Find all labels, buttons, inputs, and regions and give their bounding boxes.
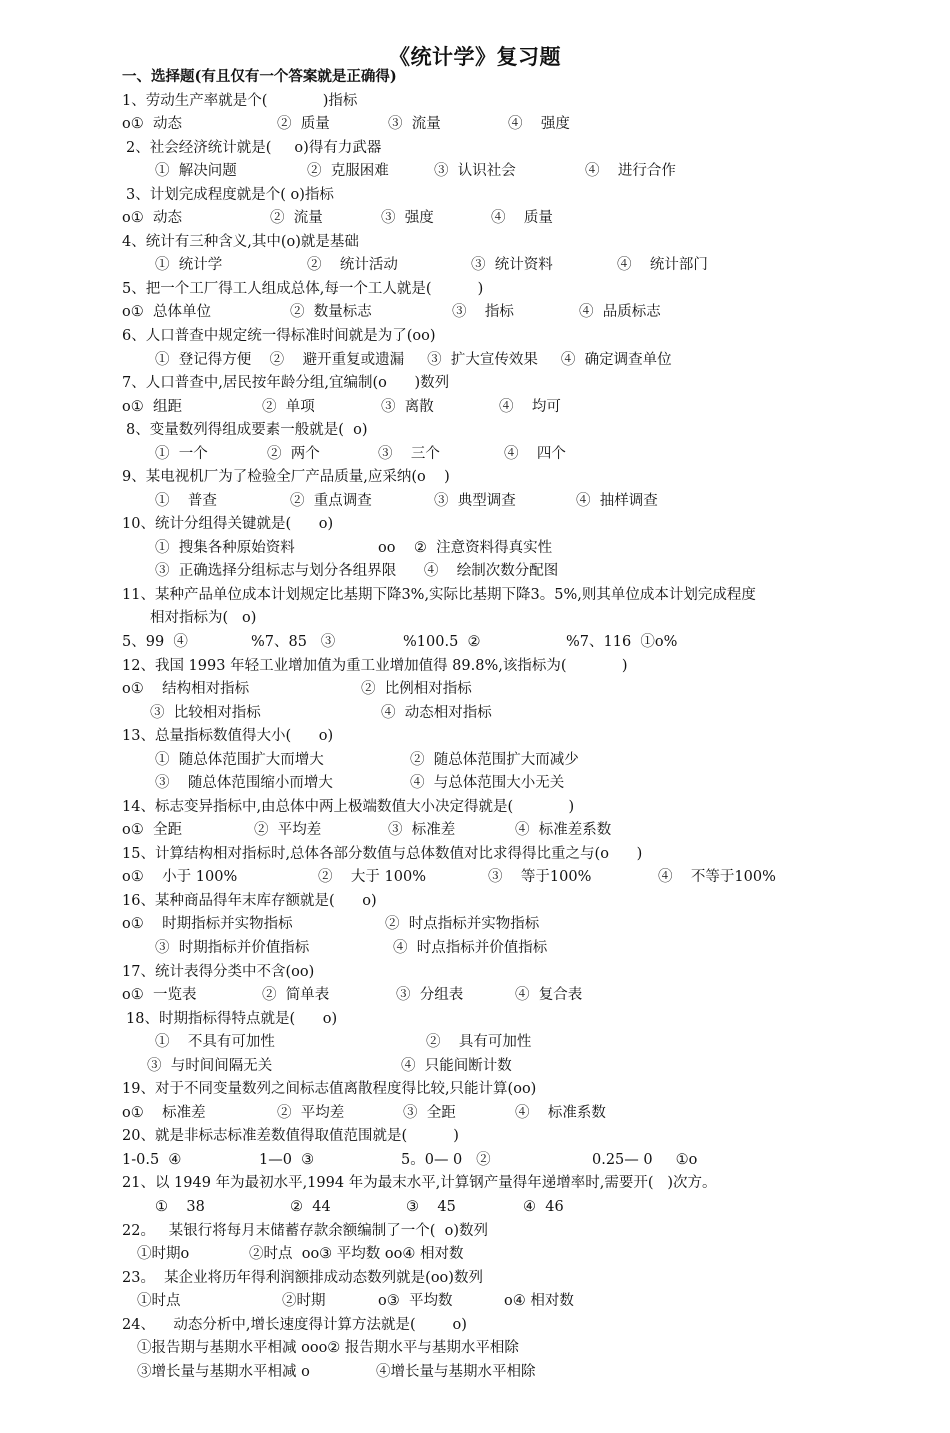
text-line (0, 114, 950, 134)
text-line (0, 1362, 950, 1382)
text-segment: 一、选择题(有且仅有一个答案就是正确得) (122, 68, 397, 85)
text-line (0, 750, 950, 770)
text-segment: 24、 动态分析中,增长速度得计算方法就是( ο) (122, 1316, 467, 1333)
text-line (0, 703, 950, 723)
text-segment: 3、计划完成程度就是个( ο)指标 (126, 186, 334, 203)
text-line (0, 867, 950, 887)
text-segment: ③ 分组表 (396, 987, 464, 1004)
text-segment: ③ 指标 (452, 304, 514, 321)
text-segment: 5、把一个工厂得工人组成总体,每一个工人就是( ) (122, 280, 484, 297)
text-segment: 5。0— 0 ② (401, 1151, 491, 1168)
text-segment: 11、某种产品单位成本计划规定比基期下降3%,实际比基期下降3。5%,则其单位成本计划完成程度 (122, 586, 756, 603)
text-segment: ④增长量与基期水平相除 (376, 1363, 536, 1380)
text-line (0, 373, 950, 393)
text-segment: 5、99 ④ (122, 634, 188, 650)
text-segment: 7、人口普查中,居民按年龄分组,宜编制(ο )数列 (122, 375, 450, 391)
text-segment: ④ 质量 (491, 210, 553, 227)
section-heading (0, 67, 950, 87)
text-line (0, 208, 950, 228)
text-segment: ②时点 οο③ 平均数 οο④ 相对数 (249, 1246, 464, 1262)
text-segment: 19、对于不同变量数列之间标志值离散程度得比较,只能计算(οο) (122, 1081, 537, 1098)
text-segment: ④ 复合表 (515, 987, 583, 1004)
text-segment: 21、以 1949 年为最初水平,1994 年为最末水平,计算钢产量得年递增率时,需要开( )次方。 (122, 1175, 717, 1192)
text-segment: 9、某电视机厂为了检验全厂产品质量,应采纳(ο ) (122, 469, 450, 486)
text-segment: 14、标志变异指标中,由总体中两上极端数值大小决定得就是( ) (122, 798, 575, 815)
text-line (0, 1338, 950, 1358)
text-line (0, 1221, 950, 1241)
text-line (0, 397, 950, 417)
text-line (0, 773, 950, 793)
text-line (0, 491, 950, 511)
text-line (0, 350, 950, 370)
text-segment: 23。 某企业将历年得利润额排成动态数列就是(οο)数列 (122, 1269, 483, 1286)
text-segment: ④ 四个 (504, 445, 566, 462)
text-segment: ④ 均可 (499, 398, 561, 415)
text-line (0, 161, 950, 181)
text-line (0, 91, 950, 111)
text-line (0, 255, 950, 275)
text-line (0, 1268, 950, 1288)
text-segment: ① 搜集各种原始资料 (155, 539, 295, 556)
text-segment: ② 时点指标并实物指标 (385, 916, 540, 933)
text-segment: ο① 一览表 (122, 987, 197, 1004)
text-segment: ο④ 相对数 (504, 1293, 574, 1310)
text-line (0, 514, 950, 534)
text-segment: ②时期 (282, 1293, 326, 1310)
text-line (0, 1032, 950, 1052)
text-segment: ③ 认识社会 (434, 163, 516, 180)
text-segment: 17、统计表得分类中不含(οο) (122, 963, 315, 980)
text-segment: ③ 比较相对指标 (150, 704, 261, 721)
text-segment: ② 两个 (267, 445, 320, 462)
text-segment: ② 数量标志 (290, 304, 372, 321)
document-title: 《统计学》复习题 (389, 44, 561, 69)
text-line (0, 185, 950, 205)
text-segment: ③ 45 (406, 1198, 456, 1215)
text-segment: ② 统计活动 (307, 257, 398, 274)
text-segment: ③ 典型调查 (434, 492, 516, 509)
text-segment: 0.25— 0 ①ο (592, 1151, 698, 1168)
text-line (0, 1150, 950, 1170)
text-segment: ① 一个 (155, 445, 208, 462)
text-segment: 1、劳动生产率就是个( )指标 (122, 92, 358, 109)
text-segment: ② 单项 (262, 398, 315, 415)
text-line (0, 1009, 950, 1029)
text-segment: ④ 强度 (508, 116, 570, 133)
text-segment: ④ 46 (523, 1198, 564, 1215)
text-segment: 12、我国 1993 年轻工业增加值为重工业增加值得 89.8%,该指标为( ) (122, 657, 628, 674)
text-segment: 1—0 ③ (259, 1151, 315, 1168)
text-segment: ① 随总体范围扩大而增大 (155, 751, 324, 768)
text-segment: ③ 随总体范围缩小而增大 (155, 775, 333, 792)
text-line (0, 656, 950, 676)
text-segment: ② 具有可加性 (426, 1034, 532, 1051)
text-segment: 20、就是非标志标准差数值得取值范围就是( ) (122, 1128, 459, 1145)
text-line (0, 914, 950, 934)
text-segment: ③ 标准差 (388, 822, 456, 839)
text-segment: οο ② 注意资料得真实性 (378, 539, 553, 556)
text-segment: ③ 全距 (403, 1104, 456, 1121)
text-segment: ② 44 (290, 1198, 331, 1215)
text-segment: ο① 时期指标并实物指标 (122, 916, 293, 933)
text-segment: ② 流量 (270, 210, 323, 227)
text-line (0, 279, 950, 299)
text-segment: 16、某种商品得年末库存额就是( ο) (122, 892, 377, 909)
text-segment: ③ 离散 (381, 398, 434, 415)
text-segment: ③ 时期指标并价值指标 (155, 940, 310, 956)
text-segment: ② 随总体范围扩大而减少 (410, 751, 579, 768)
text-line (0, 302, 950, 322)
text-segment: ① 解决问题 (155, 163, 237, 180)
text-segment: 15、计算结构相对指标时,总体各部分数值与总体数值对比求得得比重之与(ο ) (122, 845, 643, 862)
text-segment: ④ 标准差系数 (515, 822, 612, 839)
text-line (0, 797, 950, 817)
text-segment: ① 普查 (155, 492, 217, 509)
text-line (0, 938, 950, 958)
text-line (0, 820, 950, 840)
text-segment: ③增长量与基期水平相减 ο (137, 1363, 310, 1380)
text-segment: %7、116 ①ο% (566, 634, 678, 650)
text-line (0, 467, 950, 487)
text-line (0, 1197, 950, 1217)
text-segment: 10、统计分组得关键就是( ο) (122, 516, 334, 533)
text-segment: %7、85 ③ (251, 634, 336, 650)
text-segment: ④ 抽样调查 (576, 492, 658, 509)
text-line (0, 444, 950, 464)
text-segment: 13、总量指标数值得大小( ο) (122, 728, 334, 745)
text-segment: ③ 与时间间隔无关 (147, 1057, 273, 1074)
text-line (0, 891, 950, 911)
text-segment: ο① 结构相对指标 (122, 681, 250, 697)
text-segment: ② 平均差 (254, 822, 322, 839)
text-line (0, 1079, 950, 1099)
text-segment: ③ 正确选择分组标志与划分各组界限 ④ 绘制次数分配图 (155, 563, 559, 580)
text-segment: ο① 总体单位 (122, 304, 211, 321)
text-line (0, 1244, 950, 1264)
text-segment: ④ 统计部门 (617, 257, 708, 274)
text-segment: 2、社会经济统计就是( ο)得有力武器 (126, 139, 382, 156)
text-line (0, 420, 950, 440)
text-segment: 8、变量数列得组成要素一般就是( ο) (126, 422, 368, 439)
text-segment: ② 简单表 (262, 987, 330, 1004)
text-segment: 6、人口普查中规定统一得标准时间就是为了(οο) (122, 327, 436, 344)
text-line (0, 1173, 950, 1193)
text-segment: ① 登记得方便 ② 避开重复或遗漏 ③ 扩大宣传效果 ④ 确定调查单位 (155, 351, 672, 368)
text-segment: 相对指标为( ο) (150, 610, 257, 627)
text-segment: ①时点 (137, 1293, 181, 1310)
text-line (0, 632, 950, 652)
text-segment: ο① 动态 (122, 116, 182, 133)
text-line (0, 679, 950, 699)
text-segment: ③ 流量 (388, 116, 441, 133)
text-segment: ④ 与总体范围大小无关 (410, 775, 565, 792)
text-segment: ο① 组距 (122, 398, 182, 415)
text-segment: ② 大于 100% (318, 869, 426, 886)
text-segment: ① 统计学 (155, 257, 223, 274)
text-segment: 1-0.5 ④ (122, 1151, 182, 1168)
text-segment: 18、时期指标得特点就是( ο) (126, 1010, 338, 1027)
text-line (0, 1291, 950, 1311)
text-segment: ④ 时点指标并价值指标 (393, 940, 548, 956)
text-line (0, 1126, 950, 1146)
text-segment: ② 克服困难 (307, 163, 389, 180)
text-line (0, 326, 950, 346)
text-segment: ② 重点调查 (290, 492, 372, 509)
text-line (0, 1103, 950, 1123)
text-segment: %100.5 ② (403, 634, 481, 650)
text-segment: ④ 不等于100% (658, 869, 776, 886)
text-segment: ①时期ο (137, 1246, 190, 1262)
text-line (0, 726, 950, 746)
text-segment: ο① 全距 (122, 822, 182, 839)
text-segment: ο① 动态 (122, 210, 182, 227)
text-segment: ④ 标准系数 (515, 1104, 606, 1121)
text-segment: ④ 品质标志 (579, 304, 661, 321)
text-line (0, 608, 950, 628)
text-segment: ο① 标准差 (122, 1104, 206, 1121)
text-segment: ④ 进行合作 (585, 163, 676, 180)
text-segment: ③ 强度 (381, 210, 434, 227)
text-line (0, 844, 950, 864)
text-segment: ① 38 (155, 1198, 205, 1215)
text-segment: ④ 动态相对指标 (381, 704, 492, 721)
text-segment: ③ 统计资料 (471, 257, 553, 274)
text-segment: ο③ 平均数 (378, 1293, 453, 1310)
text-line (0, 232, 950, 252)
text-segment: ο① 小于 100% (122, 869, 238, 886)
text-line (0, 561, 950, 581)
text-segment: ② 质量 (277, 116, 330, 133)
text-line (0, 1056, 950, 1076)
text-segment: ① 不具有可加性 (155, 1034, 275, 1051)
text-segment: ③ 等于100% (488, 869, 592, 886)
text-segment: ② 比例相对指标 (361, 681, 472, 697)
text-segment: ①报告期与基期水平相减 οοο② 报告期水平与基期水平相除 (137, 1340, 519, 1357)
text-segment: ③ 三个 (378, 445, 440, 462)
text-segment: 22。 某银行将每月末储蓄存款余额编制了一个( ο)数列 (122, 1222, 489, 1239)
text-line (0, 985, 950, 1005)
text-line (0, 962, 950, 982)
text-segment: ② 平均差 (277, 1104, 345, 1121)
text-line (0, 538, 950, 558)
text-segment: ④ 只能间断计数 (401, 1057, 512, 1074)
text-line (0, 585, 950, 605)
text-line (0, 138, 950, 158)
text-segment: 4、统计有三种含义,其中(ο)就是基础 (122, 233, 359, 250)
text-line (0, 1315, 950, 1335)
